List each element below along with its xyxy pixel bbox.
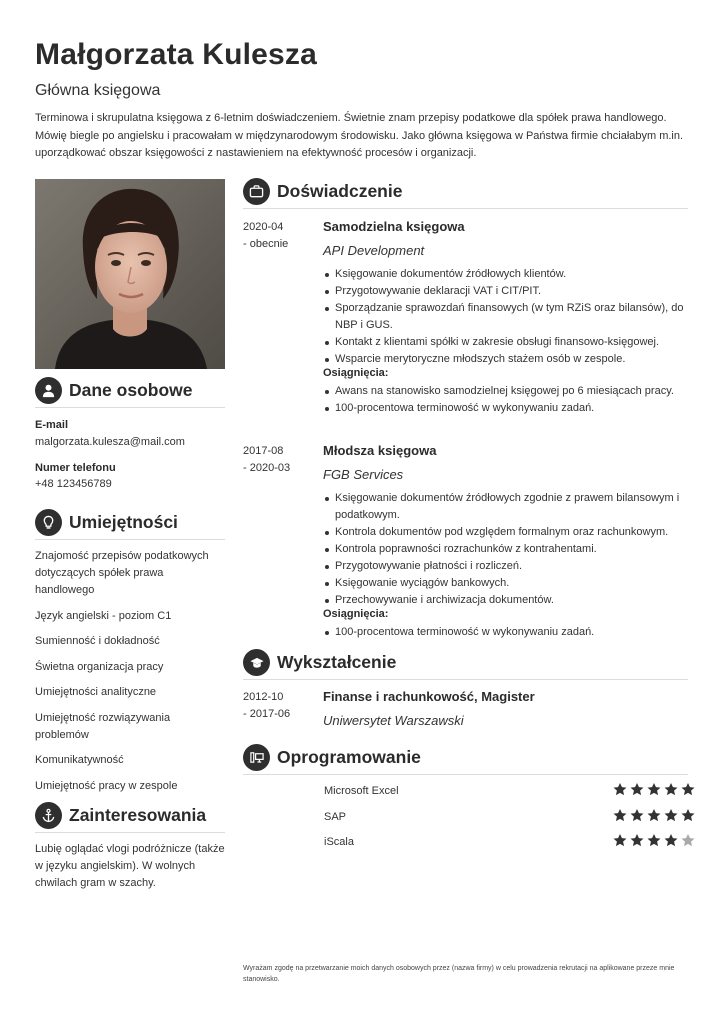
personal-section-header	[35, 377, 193, 404]
skills-title: Umiejętności	[69, 512, 178, 532]
interests-section-header	[35, 802, 206, 829]
skills-divider	[35, 539, 225, 540]
duty-item: Przechowywanie i archiwizacja dokumentów.	[323, 592, 691, 609]
star-filled-icon	[629, 833, 645, 848]
duty-item: Przygotowywanie płatności i rozliczeń.	[323, 558, 691, 575]
software-name: iScala	[324, 836, 354, 848]
job-duties	[323, 266, 691, 368]
education-school: Uniwersytet Warszawski	[323, 713, 464, 728]
job-dates	[243, 443, 290, 477]
software-title: Oprogramowanie	[277, 747, 421, 767]
star-empty-icon	[680, 833, 696, 848]
duty-item: Kontrola dokumentów pod względem formalnym oraz rachunkowym.	[323, 524, 691, 541]
star-filled-icon	[612, 833, 628, 848]
education-title: Wykształcenie	[277, 652, 397, 672]
education-degree: Finanse i rachunkowość, Magister	[323, 689, 535, 704]
star-filled-icon	[663, 808, 679, 823]
skill-item: Umiejętność pracy w zespole	[35, 779, 178, 792]
email-label: E-mail	[35, 419, 69, 431]
star-filled-icon	[646, 833, 662, 848]
interests-text: Lubię oglądać vlogi podróżnicze (także w języku angielskim). W wolnych chwilach gram w szachy.	[35, 843, 225, 889]
gdpr-consent: Wyrażam zgodę na przetwarzanie moich danych osobowych przez (nazwa firmy) w celu prowadzenia rekrutacji na aplikowane przeze mnie stanowisko.	[243, 965, 675, 983]
job-title: Główna księgowa	[35, 82, 161, 99]
education-date-to: - 2017-06	[243, 708, 291, 720]
achievement-item: 100-procentowa terminowość w wykonywaniu zadań.	[323, 624, 691, 641]
job-date-to: - 2020-03	[243, 462, 291, 474]
star-filled-icon	[629, 808, 645, 823]
software-divider	[243, 774, 688, 775]
job-achievements	[323, 624, 691, 641]
skill-item: Umiejętności analityczne	[35, 686, 157, 698]
star-filled-icon	[680, 782, 696, 797]
star-filled-icon	[646, 808, 662, 823]
star-filled-icon	[663, 782, 679, 797]
anchor-icon	[35, 802, 62, 829]
skills-list	[35, 548, 225, 803]
skill-item: Język angielski - poziom C1	[35, 609, 172, 622]
skill-item: Sumienność i dokładność	[35, 635, 160, 647]
job-role: Samodzielna księgowa	[323, 219, 465, 234]
duty-item: Kontrola poprawności rozrachunków z kontrahentami.	[323, 541, 691, 558]
duty-item: Wsparcie merytoryczne młodszych stażem osób w zespole.	[323, 351, 691, 368]
duty-item: Kontakt z klientami spółki w zakresie obsługi finansowo-księgowej.	[323, 334, 691, 351]
graduation-cap-icon	[243, 649, 270, 676]
personal-title: Dane osobowe	[69, 380, 193, 400]
duty-item: Przygotowywanie deklaracji VAT i CIT/PIT.	[323, 283, 691, 300]
lightbulb-icon	[35, 509, 62, 536]
star-filled-icon	[646, 782, 662, 797]
duty-item: Księgowanie dokumentów źródłowych zgodnie z prawem bilansowym i podatkowym.	[323, 490, 691, 524]
achievements-label: Osiągnięcia:	[323, 608, 389, 620]
education-section-header	[243, 649, 396, 676]
profile-summary: Terminowa i skrupulatna księgowa z 6-letnim doświadczeniem. Świetnie znam przepisy podatkowe dla spółek prawa handlowego. Mówię biegle po angielsku i pracowałam w międzynarodowym środowisku. Jako główna księgowa w Państwa firmie chciałabym m.in. uporządkować obszar księgowości z nastawieniem na efektywność procesów i organizacji.	[35, 112, 684, 159]
experience-divider	[243, 208, 688, 209]
profile-photo	[35, 179, 225, 369]
software-name: SAP	[324, 811, 347, 823]
job-achievements	[323, 383, 691, 417]
experience-section-header	[243, 178, 402, 205]
phone-value[interactable]: +48 123456789	[35, 478, 112, 490]
education-divider	[243, 679, 688, 680]
person-icon	[35, 377, 62, 404]
software-section-header	[243, 744, 421, 771]
job-date-from: 2017-08	[243, 445, 284, 457]
interests-title: Zainteresowania	[69, 805, 207, 825]
skill-item: Świetna organizacja pracy	[35, 660, 164, 673]
achievement-item: 100-procentowa terminowość w wykonywaniu zadań.	[323, 400, 691, 417]
achievements-label: Osiągnięcia:	[323, 367, 389, 379]
job-dates	[243, 219, 288, 253]
skills-section-header	[35, 509, 178, 536]
star-filled-icon	[612, 808, 628, 823]
email-value[interactable]: malgorzata.kulesza@mail.com	[35, 436, 185, 448]
computer-icon	[243, 744, 270, 771]
duty-item: Księgowanie wyciągów bankowych.	[323, 575, 691, 592]
personal-divider	[35, 407, 225, 408]
achievement-item: Awans na stanowisko samodzielnej księgowej po 6 miesiącach pracy.	[323, 383, 691, 400]
experience-title: Doświadczenie	[277, 181, 403, 201]
job-date-to: - obecnie	[243, 238, 289, 250]
software-rating	[612, 833, 696, 848]
software-rating	[612, 782, 696, 797]
interests-divider	[35, 832, 225, 833]
job-date-from: 2020-04	[243, 221, 284, 233]
star-filled-icon	[629, 782, 645, 797]
star-filled-icon	[612, 782, 628, 797]
phone-label: Numer telefonu	[35, 462, 116, 474]
job-company: API Development	[323, 243, 425, 258]
software-name: Microsoft Excel	[324, 785, 399, 797]
star-filled-icon	[663, 833, 679, 848]
candidate-name: Małgorzata Kulesza	[35, 38, 318, 71]
duty-item: Księgowanie dokumentów źródłowych klientów.	[323, 266, 691, 283]
star-filled-icon	[680, 808, 696, 823]
software-rating	[612, 808, 696, 823]
skill-item: Umiejętność rozwiązywania problemów	[35, 711, 171, 741]
job-duties	[323, 490, 691, 609]
briefcase-icon	[243, 178, 270, 205]
education-date-from: 2012-10	[243, 691, 284, 703]
education-dates	[243, 689, 290, 723]
skill-item: Znajomość przepisów podatkowych dotyczących spółek prawa handlowego	[35, 550, 209, 596]
skill-item: Komunikatywność	[35, 754, 124, 766]
duty-item: Sporządzanie sprawozdań finansowych (w tym RZiS oraz bilansów), do NBP i GUS.	[323, 300, 691, 334]
job-role: Młodsza księgowa	[323, 443, 437, 458]
job-company: FGB Services	[323, 467, 404, 482]
